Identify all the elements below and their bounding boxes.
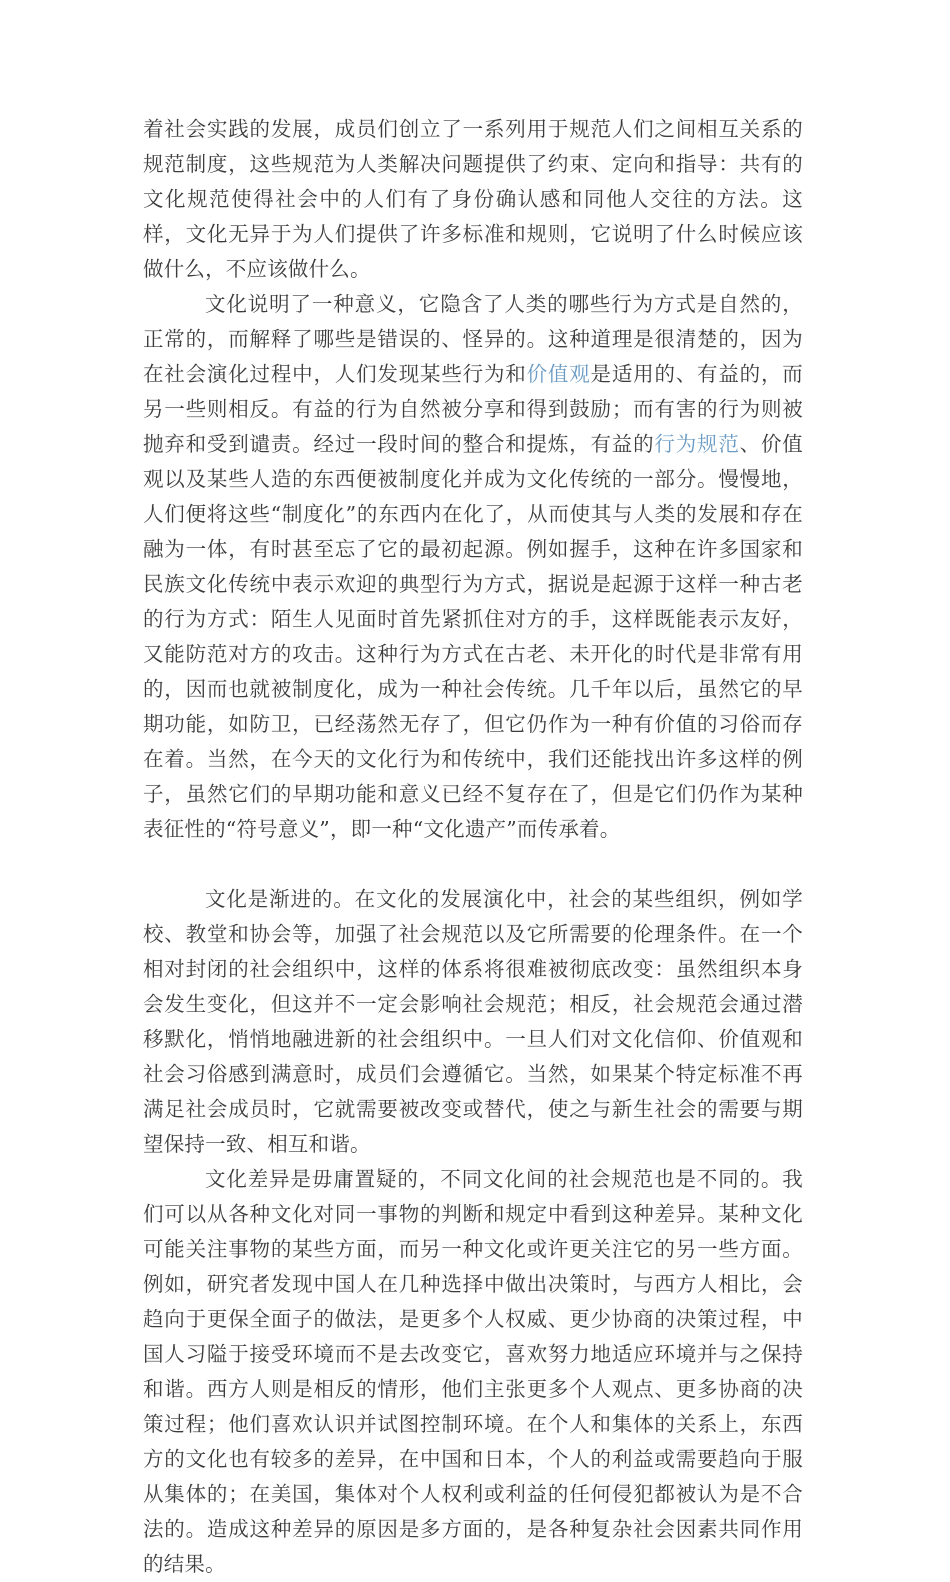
- body-text-run: 、价值观以及某些人造的东西便被制度化并成为文化传统的一部分。慢慢地，人们便将这些“制度化”的东西内在化了，从而使其与人类的发展和存在融为一体，有时甚至忘了它的最初起源。例如握手，这种在许多国家和民族文化传统中表示欢迎的典型行为方式，据说是起源于这样一种古老的行为方式：陌生人见面时首先紧抓住对方的手，这样既能表示友好，又能防范对方的攻击。这种行为方式在古老、未开化的时代是非常有用的，因而也就被制度化，成为一种社会传统。几千年以后，虽然它的早期功能，如防卫，已经荡然无存了，但它仍作为一种有价值的习俗而存在着。当然，在今天的文化行为和传统中，我们还能找出许多这样的例子，虽然它们的早期功能和意义已经不复存在了，但是它们仍作为某种表征性的“符号意义”，即一种“文化遗产”而传承着。: [143, 432, 803, 841]
- document-text-column: [143, 112, 803, 1582]
- inline-link[interactable]: 价值观: [526, 362, 591, 386]
- body-text-run: 是适用的、有益的，而另一些则相反。有益的行为自然被分享和得到鼓励；而有害的行为则被抛弃和受到谴责。经过一段时间的整合和提炼，有益的: [143, 362, 803, 456]
- paragraph: [143, 112, 803, 287]
- paragraph: [143, 882, 803, 1162]
- inline-link[interactable]: 行为规范: [654, 432, 740, 456]
- body-text-run: 文化说明了一种意义，它隐含了人类的哪些行为方式是自然的，正常的，而解释了哪些是错误的、怪异的。这种道理是很清楚的，因为在社会演化过程中，人们发现某些行为和: [143, 292, 803, 386]
- body-text-run: 文化差异是毋庸置疑的，不同文化间的社会规范也是不同的。我们可以从各种文化对同一事物的判断和规定中看到这种差异。某种文化可能关注事物的某些方面，而另一种文化或许更关注它的另一些方面。例如，研究者发现中国人在几种选择中做出决策时，与西方人相比，会趋向于更保全面子的做法，是更多个人权威、更少协商的决策过程，中国人习隘于接受环境而不是去改变它，喜欢努力地适应环境并与之保持和谐。西方人则是相反的情形，他们主张更多个人观点、更多协商的决策过程；他们喜欢认识并试图控制环境。在个人和集体的关系上，东西方的文化也有较多的差异，在中国和日本，个人的利益或需要趋向于服从集体的；在美国，集体对个人权利或利益的任何侵犯都被认为是不合法的。造成这种差异的原因是多方面的，是各种复杂社会因素共同作用的结果。: [143, 1167, 803, 1576]
- body-text-run: 着社会实践的发展，成员们创立了一系列用于规范人们之间相互关系的规范制度，这些规范为人类解决问题提供了约束、定向和指导：共有的文化规范使得社会中的人们有了身份确认感和同他人交往的方法。这样，文化无异于为人们提供了许多标准和规则，它说明了什么时候应该做什么，不应该做什么。: [143, 117, 803, 281]
- paragraph: [143, 287, 803, 847]
- paragraph: [143, 1162, 803, 1582]
- body-text-run: 文化是渐进的。在文化的发展演化中，社会的某些组织，例如学校、教堂和协会等，加强了社会规范以及它所需要的伦理条件。在一个相对封闭的社会组织中，这样的体系将很难被彻底改变：虽然组织本身会发生变化，但这并不一定会影响社会规范；相反，社会规范会通过潜移默化，悄悄地融进新的社会组织中。一旦人们对文化信仰、价值观和社会习俗感到满意时，成员们会遵循它。当然，如果某个特定标准不再满足社会成员时，它就需要被改变或替代，使之与新生社会的需要与期望保持一致、相互和谐。: [143, 887, 803, 1156]
